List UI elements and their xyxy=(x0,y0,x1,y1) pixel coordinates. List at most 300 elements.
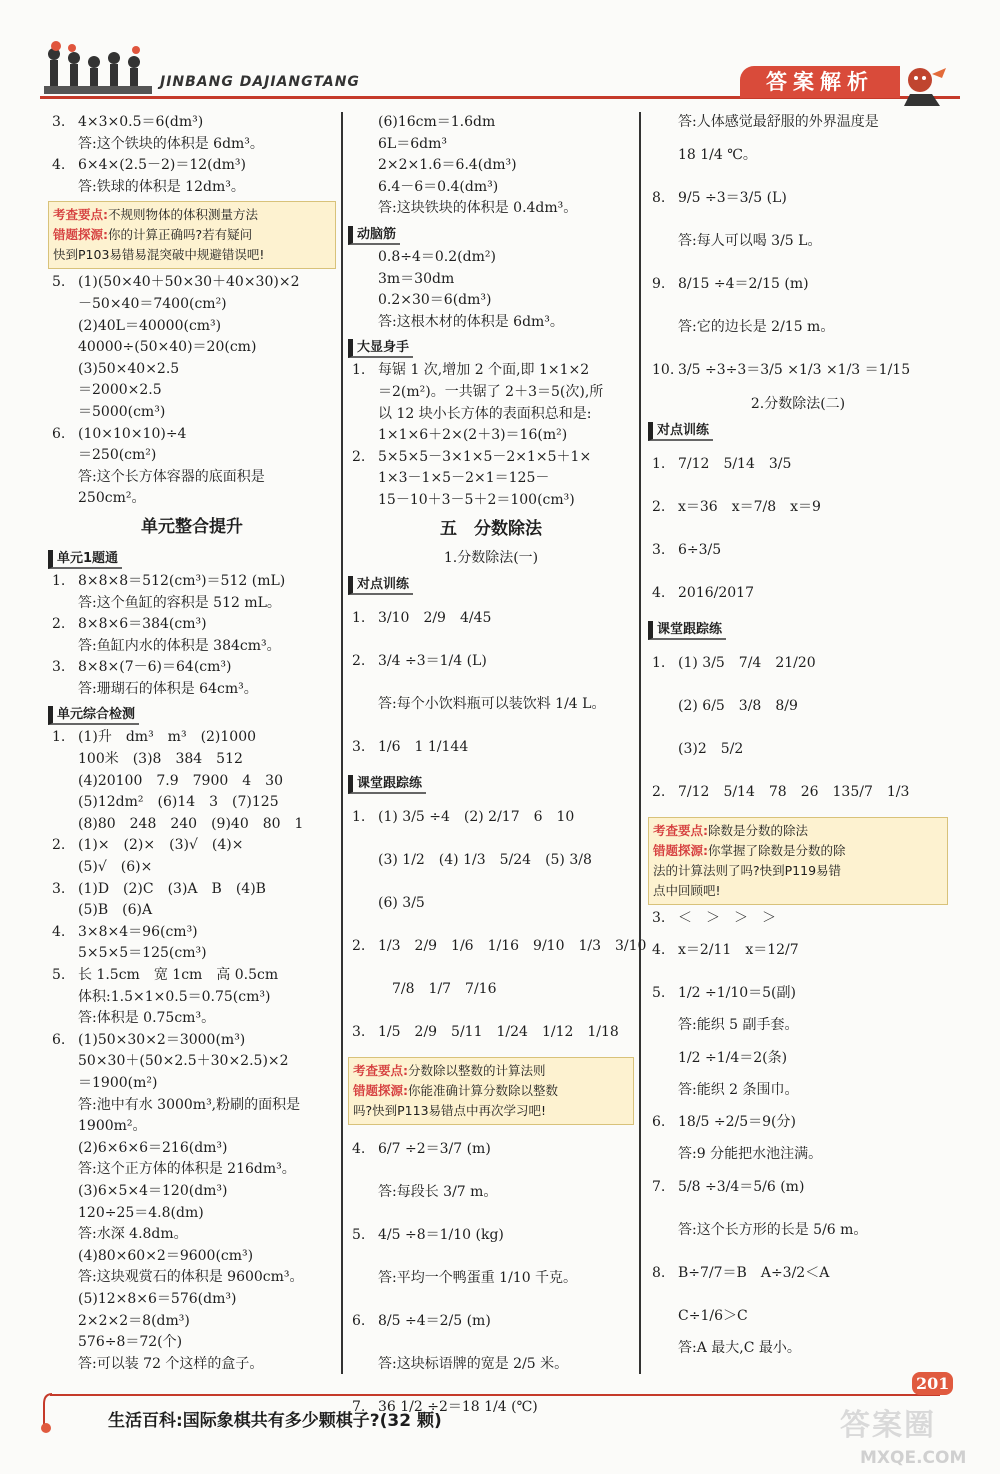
answer-text: ＝2(m²)。一共锯了 2＋3＝5(次),所 xyxy=(378,383,604,400)
section-tab: 答案解析 xyxy=(740,66,900,98)
answer-line xyxy=(648,1209,948,1252)
answer-text: (2)40L＝40000(cm³) xyxy=(78,317,222,334)
answer-text: ＝250(cm²) xyxy=(78,447,157,464)
section-heading xyxy=(648,419,948,441)
question-number: 2. xyxy=(52,616,66,633)
answer-text: (3)6×5×4＝120(dm³) xyxy=(78,1182,228,1199)
answer-line xyxy=(48,835,336,857)
answer-text: 答:这个鱼缸的容积是 512 mL。 xyxy=(78,594,281,611)
answer-line xyxy=(348,640,634,683)
answer-line xyxy=(48,467,336,489)
question-number: 4. xyxy=(652,584,666,601)
answer-text: x＝2/11 x＝12/7 xyxy=(678,942,799,959)
question-number: 6. xyxy=(652,1114,666,1131)
question-number: 3. xyxy=(652,909,666,926)
answer-text: 120÷25＝4.8(dm) xyxy=(78,1204,204,1221)
answer-line xyxy=(48,424,336,446)
answer-line xyxy=(48,657,336,679)
answer-text: 8×8×6＝384(cm³) xyxy=(78,616,207,633)
answer-text: 答:这个长方形的长是 5/6 m。 xyxy=(678,1221,868,1238)
answer-text: 6L＝6dm³ xyxy=(378,135,447,152)
answer-text: 2016/2017 xyxy=(678,584,754,601)
answer-line xyxy=(648,220,948,263)
answer-text: 5/8 ÷3/4＝5/6 (m) xyxy=(678,1178,805,1195)
answer-line xyxy=(348,839,634,882)
answer-line xyxy=(348,112,634,134)
answer-line xyxy=(48,1224,336,1246)
answer-line xyxy=(48,316,336,338)
watermark-logo: 答案圈 xyxy=(840,1408,936,1443)
answer-text: (4)80×60×2＝9600(cm³) xyxy=(78,1247,254,1264)
answer-text: 7/8 1/7 7/16 xyxy=(378,980,497,997)
answer-line xyxy=(648,1144,948,1166)
tip-line: 考查要点:不规则物体的体积测量方法 xyxy=(53,207,259,223)
answer-text: 答:这个正方体的体积是 216dm³。 xyxy=(78,1161,296,1178)
answer-line xyxy=(48,380,336,402)
answer-text: 以 12 块小长方体的表面积总和是: xyxy=(378,405,592,422)
answer-line xyxy=(48,1289,336,1311)
answer-line xyxy=(648,972,948,1015)
tip-line: 吗?快到P113易错点中再次学习吧! xyxy=(353,1102,547,1118)
question-number: 1. xyxy=(352,808,366,825)
answer-line xyxy=(348,312,634,334)
answer-line xyxy=(348,1011,634,1054)
answer-text: 答:能织 5 副手套。 xyxy=(678,1017,799,1034)
answer-text: 每锯 1 次,增加 2 个面,即 1×1×2 xyxy=(378,362,590,379)
question-number: 1. xyxy=(52,572,66,589)
answer-line xyxy=(48,749,336,771)
answer-line xyxy=(648,486,948,529)
answer-text: 1/5 2/9 5/11 1/24 1/12 1/18 xyxy=(378,1023,619,1040)
section-heading-label: 对点训练 xyxy=(648,422,713,441)
answer-line xyxy=(348,968,634,1011)
answer-text: 答:这根木材的体积是 6dm³。 xyxy=(378,313,564,330)
kids-logo-icon xyxy=(44,40,152,96)
answer-line xyxy=(48,177,336,199)
answer-line xyxy=(348,447,634,469)
question-number: 5. xyxy=(52,274,66,291)
answer-line xyxy=(48,1030,336,1052)
answer-line xyxy=(648,1166,948,1209)
answer-text: 1/6 1 1/144 xyxy=(378,738,469,755)
answer-line xyxy=(48,1181,336,1203)
answer-line xyxy=(348,382,634,404)
answer-text: 5×5×5＝125(cm³) xyxy=(78,945,207,962)
answer-text: 6/7 ÷2＝3/7 (m) xyxy=(378,1140,491,1157)
answer-line xyxy=(48,571,336,593)
question-number: 1. xyxy=(652,654,666,671)
question-number: 6. xyxy=(52,425,66,442)
question-number: 3. xyxy=(52,880,66,897)
answer-line xyxy=(48,359,336,381)
tip-box xyxy=(648,817,948,905)
answer-text: 18/5 ÷2/5＝9(分) xyxy=(678,1114,796,1131)
answer-line xyxy=(648,929,948,972)
answer-text: (1)(50×40＋50×30＋40×30)×2 xyxy=(78,274,300,291)
answer-text: (6)16cm＝1.6dm xyxy=(378,114,496,130)
answer-line xyxy=(348,269,634,291)
answer-text: 7/12 5/14 78 26 135/7 1/3 xyxy=(678,783,910,800)
answer-line xyxy=(648,1338,948,1360)
answer-line xyxy=(48,445,336,467)
answer-text: 答:能织 2 条围巾。 xyxy=(678,1081,799,1098)
answer-text: ＜ ＞ ＞ ＞ xyxy=(678,909,776,926)
answer-line xyxy=(348,177,634,199)
answer-line xyxy=(348,726,634,769)
answer-text: x＝36 x＝7/8 x＝9 xyxy=(678,498,821,515)
answer-line xyxy=(348,155,634,177)
answer-text: (2) 6/5 3/8 8/9 xyxy=(678,697,798,714)
answer-line xyxy=(648,134,948,177)
answer-line xyxy=(648,306,948,349)
answer-line xyxy=(48,727,336,749)
answer-text: 答:这个铁块的体积是 6dm³。 xyxy=(78,135,264,152)
answer-line xyxy=(48,943,336,965)
tip-line: 点中回顾吧! xyxy=(653,882,721,898)
answer-column-2 xyxy=(348,112,647,1429)
answer-text: 答:珊瑚石的体积是 64cm³。 xyxy=(78,680,258,697)
answer-line xyxy=(348,597,634,640)
answer-text: (1) 3/5 ÷4 (2) 2/17 6 10 xyxy=(378,808,575,825)
brand-name: JINBANG DAJIANGTANG xyxy=(160,74,360,90)
answer-line xyxy=(48,134,336,156)
answer-text: C÷1/6＞C xyxy=(678,1307,748,1324)
answer-text: 答:池中有水 3000m³,粉刷的面积是 xyxy=(78,1096,301,1113)
answer-text: (5)12×8×6＝576(dm³) xyxy=(78,1290,237,1307)
answer-line xyxy=(348,404,634,426)
answer-text: (5)12dm² (6)14 3 (7)125 xyxy=(78,794,279,811)
answer-text: 答:A 最大,C 最小。 xyxy=(678,1339,801,1356)
question-number: 3. xyxy=(352,738,366,755)
answer-text: －50×40＝7400(cm²) xyxy=(78,295,227,312)
answer-text: 18 1/4 ℃。 xyxy=(678,146,757,163)
answer-line xyxy=(48,1267,336,1289)
section-heading xyxy=(648,618,948,640)
unit-title: 五 分数除法 xyxy=(440,518,542,539)
answer-line xyxy=(648,1080,948,1102)
answer-text: ＝5000(cm³) xyxy=(78,403,166,420)
section-heading-label: 对点训练 xyxy=(348,576,413,595)
answer-text: 答:每人可以喝 3/5 L。 xyxy=(678,232,822,249)
question-number: 4. xyxy=(352,1140,366,1157)
unit-title: 单元整合提升 xyxy=(141,516,243,537)
answer-line xyxy=(48,814,336,836)
question-number: 1. xyxy=(352,362,366,379)
section-heading-label: 单元1题通 xyxy=(48,550,122,569)
answer-text: (3)2 5/2 xyxy=(678,740,744,757)
answer-text: 1/2 ÷1/10＝5(副) xyxy=(678,985,796,1002)
question-number: 6. xyxy=(52,1031,66,1048)
answer-line xyxy=(48,402,336,424)
answer-line xyxy=(48,636,336,658)
question-number: 4. xyxy=(52,157,66,174)
question-number: 2. xyxy=(352,448,366,465)
answer-line xyxy=(348,882,634,925)
answer-line xyxy=(648,1015,948,1037)
answer-line xyxy=(48,1354,336,1376)
answer-line xyxy=(648,1295,948,1338)
answer-line xyxy=(48,922,336,944)
answer-text: 6÷3/5 xyxy=(678,541,722,558)
question-number: 3. xyxy=(52,659,66,676)
answer-text: 100米 (3)8 384 512 xyxy=(78,751,243,768)
answer-text: 6.4－6＝0.4(dm³) xyxy=(378,178,499,195)
answer-line xyxy=(648,728,948,771)
answer-line xyxy=(48,1073,336,1095)
column-divider-1 xyxy=(341,112,343,1374)
answer-text: 1×3－1×5－2×1＝125－ xyxy=(378,470,550,487)
section-heading xyxy=(348,336,634,358)
answer-text: 6×4×(2.5－2)＝12(dm³) xyxy=(78,157,246,174)
answer-text: 答:这块观赏石的体积是 9600cm³。 xyxy=(78,1269,304,1286)
answer-line xyxy=(48,155,336,177)
answer-line xyxy=(48,879,336,901)
answer-line xyxy=(348,1257,634,1300)
answer-text: 8×8×8＝512(cm³)＝512 (mL) xyxy=(78,572,286,589)
answer-text: 答:它的边长是 2/15 m。 xyxy=(678,318,835,335)
page-number: 201 xyxy=(912,1372,953,1395)
answer-text: (8)80 248 240 (9)40 80 1 xyxy=(78,815,304,832)
answer-text: 8×8×(7－6)＝64(cm³) xyxy=(78,659,232,676)
footer-curl-icon xyxy=(40,1380,80,1440)
answer-column-3 xyxy=(648,112,948,1360)
answer-line xyxy=(348,1300,634,1343)
section-heading-label: 课堂跟踪练 xyxy=(348,775,426,794)
answer-text: 4/5 ÷8＝1/10 (kg) xyxy=(378,1226,504,1243)
tip-line: 错题探源:你的计算正确吗?若有疑问 xyxy=(53,227,253,243)
answer-line xyxy=(348,134,634,156)
answer-text: 答:这块铁块的体积是 0.4dm³。 xyxy=(378,200,578,217)
answer-line xyxy=(48,1095,336,1117)
answer-line xyxy=(48,1138,336,1160)
section-heading-label: 动脑筋 xyxy=(348,226,400,245)
answer-line xyxy=(348,290,634,312)
answer-text: 1/2 ÷1/4＝2(条) xyxy=(678,1049,788,1066)
answer-line xyxy=(648,1037,948,1080)
answer-text: 答:可以装 72 个这样的盒子。 xyxy=(78,1355,264,1372)
answer-line xyxy=(48,1332,336,1354)
question-number: 3. xyxy=(652,541,666,558)
section-heading xyxy=(348,772,634,794)
answer-line xyxy=(48,1051,336,1073)
answer-line xyxy=(648,443,948,486)
answer-text: (10×10×10)÷4 xyxy=(78,425,187,442)
answer-line xyxy=(348,796,634,839)
answer-line xyxy=(48,1311,336,1333)
answer-text: (1)× (2)× (3)√ (4)× xyxy=(78,837,244,854)
question-number: 2. xyxy=(52,837,66,854)
answer-line xyxy=(48,965,336,987)
question-number: 9. xyxy=(652,275,666,292)
answer-text: 15－10＋3－5＋2＝100(cm³) xyxy=(378,491,575,508)
answer-line xyxy=(48,792,336,814)
tip-box xyxy=(348,1057,634,1125)
answer-line xyxy=(648,177,948,220)
question-number: 8. xyxy=(652,189,666,206)
watermark-url: MXQE.COM xyxy=(860,1448,967,1468)
answer-text: 36 1/2 ÷2＝18 1/4 (℃) xyxy=(378,1398,538,1415)
answer-line xyxy=(348,925,647,968)
tip-line: 错题探源:你能准确计算分数除以整数 xyxy=(353,1082,559,1098)
answer-line xyxy=(48,1116,336,1138)
tip-line: 考查要点:除数是分数的除法 xyxy=(653,822,809,838)
question-number: 5. xyxy=(652,985,666,1002)
answer-text: 答:鱼缸内水的体积是 384cm³。 xyxy=(78,637,281,654)
answer-text: 答:9 分能把水池注满。 xyxy=(678,1146,823,1163)
answer-text: 0.8÷4＝0.2(dm²) xyxy=(378,248,496,265)
column-divider-2 xyxy=(639,112,641,1374)
question-number: 4. xyxy=(52,923,66,940)
answer-text: (1)升 dm³ m³ (2)1000 xyxy=(78,729,257,746)
answer-text: 3/4 ÷3＝1/4 (L) xyxy=(378,652,487,669)
answer-text: 1900m²。 xyxy=(78,1118,147,1135)
answer-line xyxy=(648,112,948,134)
question-number: 7. xyxy=(652,1178,666,1195)
answer-text: 3/10 2/9 4/45 xyxy=(378,609,492,626)
lesson-subtitle: 2.分数除法(二) xyxy=(750,395,846,412)
footer-line xyxy=(50,1394,940,1396)
question-number: 5. xyxy=(52,967,66,983)
answer-line xyxy=(48,593,336,615)
section-heading xyxy=(348,573,634,595)
answer-text: (1)50×30×2＝3000(m³) xyxy=(78,1031,246,1048)
answer-text: (3) 1/2 (4) 1/3 5/24 (5) 3/8 xyxy=(378,851,592,868)
answer-text: 答:体积是 0.75cm³。 xyxy=(78,1010,216,1027)
answer-text: (5)B (6)A xyxy=(78,902,153,919)
answer-text: 0.2×30＝6(dm³) xyxy=(378,292,492,309)
answer-text: (1) 3/5 7/4 21/20 xyxy=(678,654,816,671)
answer-text: 答:每段长 3/7 m。 xyxy=(378,1183,498,1200)
answer-text: (6) 3/5 xyxy=(378,894,425,911)
page-footer xyxy=(40,1380,940,1440)
answer-column-1 xyxy=(48,112,336,1375)
answer-line xyxy=(648,1252,948,1295)
answer-line xyxy=(348,425,634,447)
answer-line xyxy=(348,247,634,269)
answer-line xyxy=(348,198,634,220)
section-heading-label: 课堂跟踪练 xyxy=(648,621,726,640)
answer-line xyxy=(648,642,948,685)
answer-text: 5×5×5－3×1×5－2×1×5＋1× xyxy=(378,448,592,465)
answer-text: 答:每个小饮料瓶可以装饮料 1/4 L。 xyxy=(378,695,606,712)
answer-line xyxy=(648,771,948,814)
answer-line xyxy=(348,468,634,490)
page-header xyxy=(0,0,1000,112)
question-number: 1. xyxy=(52,729,66,746)
answer-line xyxy=(348,1171,634,1214)
answer-text: (5)√ (6)× xyxy=(78,859,153,876)
section-heading xyxy=(48,703,336,725)
answer-line xyxy=(48,294,336,316)
section-heading xyxy=(48,547,336,569)
answer-line xyxy=(648,908,948,930)
answer-text: 答:平均一个鸭蛋重 1/10 千克。 xyxy=(378,1269,578,1286)
answer-text: 576÷8＝72(个) xyxy=(78,1334,183,1351)
answer-text: 2×2×1.6＝6.4(dm³) xyxy=(378,157,517,174)
answer-line xyxy=(48,857,336,879)
section-heading xyxy=(348,223,634,245)
answer-line xyxy=(48,900,336,922)
tip-line: 错题探源:你掌握了除数是分数的除 xyxy=(653,842,846,858)
answer-text: 250cm²。 xyxy=(78,490,146,507)
answer-text: 1×1×6＋2×(2＋3)＝16(m²) xyxy=(378,427,568,444)
question-number: 2. xyxy=(652,783,666,800)
answer-line xyxy=(348,1214,634,1257)
question-number: 6. xyxy=(352,1312,366,1329)
answer-text: 答:这块标语牌的宽是 2/5 米。 xyxy=(378,1355,569,1372)
answer-line xyxy=(48,614,336,636)
question-number: 2. xyxy=(352,937,366,954)
answer-text: 答:这个长方体容器的底面积是 xyxy=(78,468,265,485)
answer-text: B÷7/7＝B A÷3/2＜A xyxy=(678,1264,830,1281)
answer-text: 7/12 5/14 3/5 xyxy=(678,455,792,472)
question-number: 4. xyxy=(652,942,666,959)
answer-text: 8/5 ÷4＝2/5 (m) xyxy=(378,1312,491,1329)
answer-line xyxy=(48,112,336,134)
answer-line xyxy=(348,490,634,512)
answer-line xyxy=(648,685,948,728)
answer-line xyxy=(348,1128,634,1171)
answer-text: ＝1900(m²) xyxy=(78,1074,158,1091)
question-number: 5. xyxy=(352,1226,366,1243)
question-number: 2. xyxy=(352,652,366,669)
question-number: 7. xyxy=(352,1398,366,1415)
answer-text: 4×3×0.5＝6(dm³) xyxy=(78,114,204,130)
answer-line xyxy=(648,263,948,306)
answer-text: 8/15 ÷4＝2/15 (m) xyxy=(678,275,809,292)
answer-line xyxy=(648,529,948,572)
tip-line: 法的计算法则了吗?快到P119易错 xyxy=(653,862,842,878)
answer-line xyxy=(648,572,948,615)
answer-line xyxy=(48,1008,336,1030)
tip-line: 快到P103易错易混突破中规避错误吧! xyxy=(53,247,265,263)
answer-line xyxy=(48,771,336,793)
answer-text: (3)50×40×2.5 xyxy=(78,360,180,377)
tip-line: 考查要点:分数除以整数的计算法则 xyxy=(353,1062,546,1078)
answer-text: 答:水深 4.8dm。 xyxy=(78,1226,188,1243)
answer-line xyxy=(348,683,634,726)
answer-text: 3×8×4＝96(cm³) xyxy=(78,923,198,940)
question-number: 10. xyxy=(652,361,675,378)
answer-line xyxy=(48,1203,336,1225)
answer-line xyxy=(348,360,634,382)
question-number: 2. xyxy=(652,498,666,515)
answer-text: (1)D (2)C (3)A B (4)B xyxy=(78,880,266,897)
trivia-text: 生活百科:国际象棋共有多少颗棋子?(32 颗) xyxy=(108,1411,442,1431)
question-number: 3. xyxy=(52,114,66,130)
answer-text: 40000÷(50×40)＝20(cm) xyxy=(78,339,257,356)
answer-text: 答:人体感觉最舒服的外界温度是 xyxy=(678,114,879,130)
lesson-subtitle: 1.分数除法(一) xyxy=(443,549,539,566)
answer-text: 50×30＋(50×2.5＋30×2.5)×2 xyxy=(78,1053,289,1070)
answer-text: 体积:1.5×1×0.5＝0.75(cm³) xyxy=(78,988,271,1005)
answer-line xyxy=(48,488,336,510)
answer-text: ＝2000×2.5 xyxy=(78,382,162,399)
answer-text: 2×2×2＝8(dm³) xyxy=(78,1312,190,1329)
question-number: 3. xyxy=(352,1023,366,1040)
question-number: 8. xyxy=(652,1264,666,1281)
answer-line xyxy=(48,272,336,294)
answer-text: 答:铁球的体积是 12dm³。 xyxy=(78,178,245,195)
section-heading-label: 单元综合检测 xyxy=(48,706,139,725)
answer-text: 3/5 ÷3÷3＝3/5 ×1/3 ×1/3 ＝1/15 xyxy=(678,361,911,378)
question-number: 1. xyxy=(352,609,366,626)
answer-line xyxy=(48,337,336,359)
answer-text: 9/5 ÷3＝3/5 (L) xyxy=(678,189,787,206)
answer-line xyxy=(648,1101,948,1144)
answer-text: 3m＝30dm xyxy=(378,270,455,287)
answer-line xyxy=(48,679,336,701)
